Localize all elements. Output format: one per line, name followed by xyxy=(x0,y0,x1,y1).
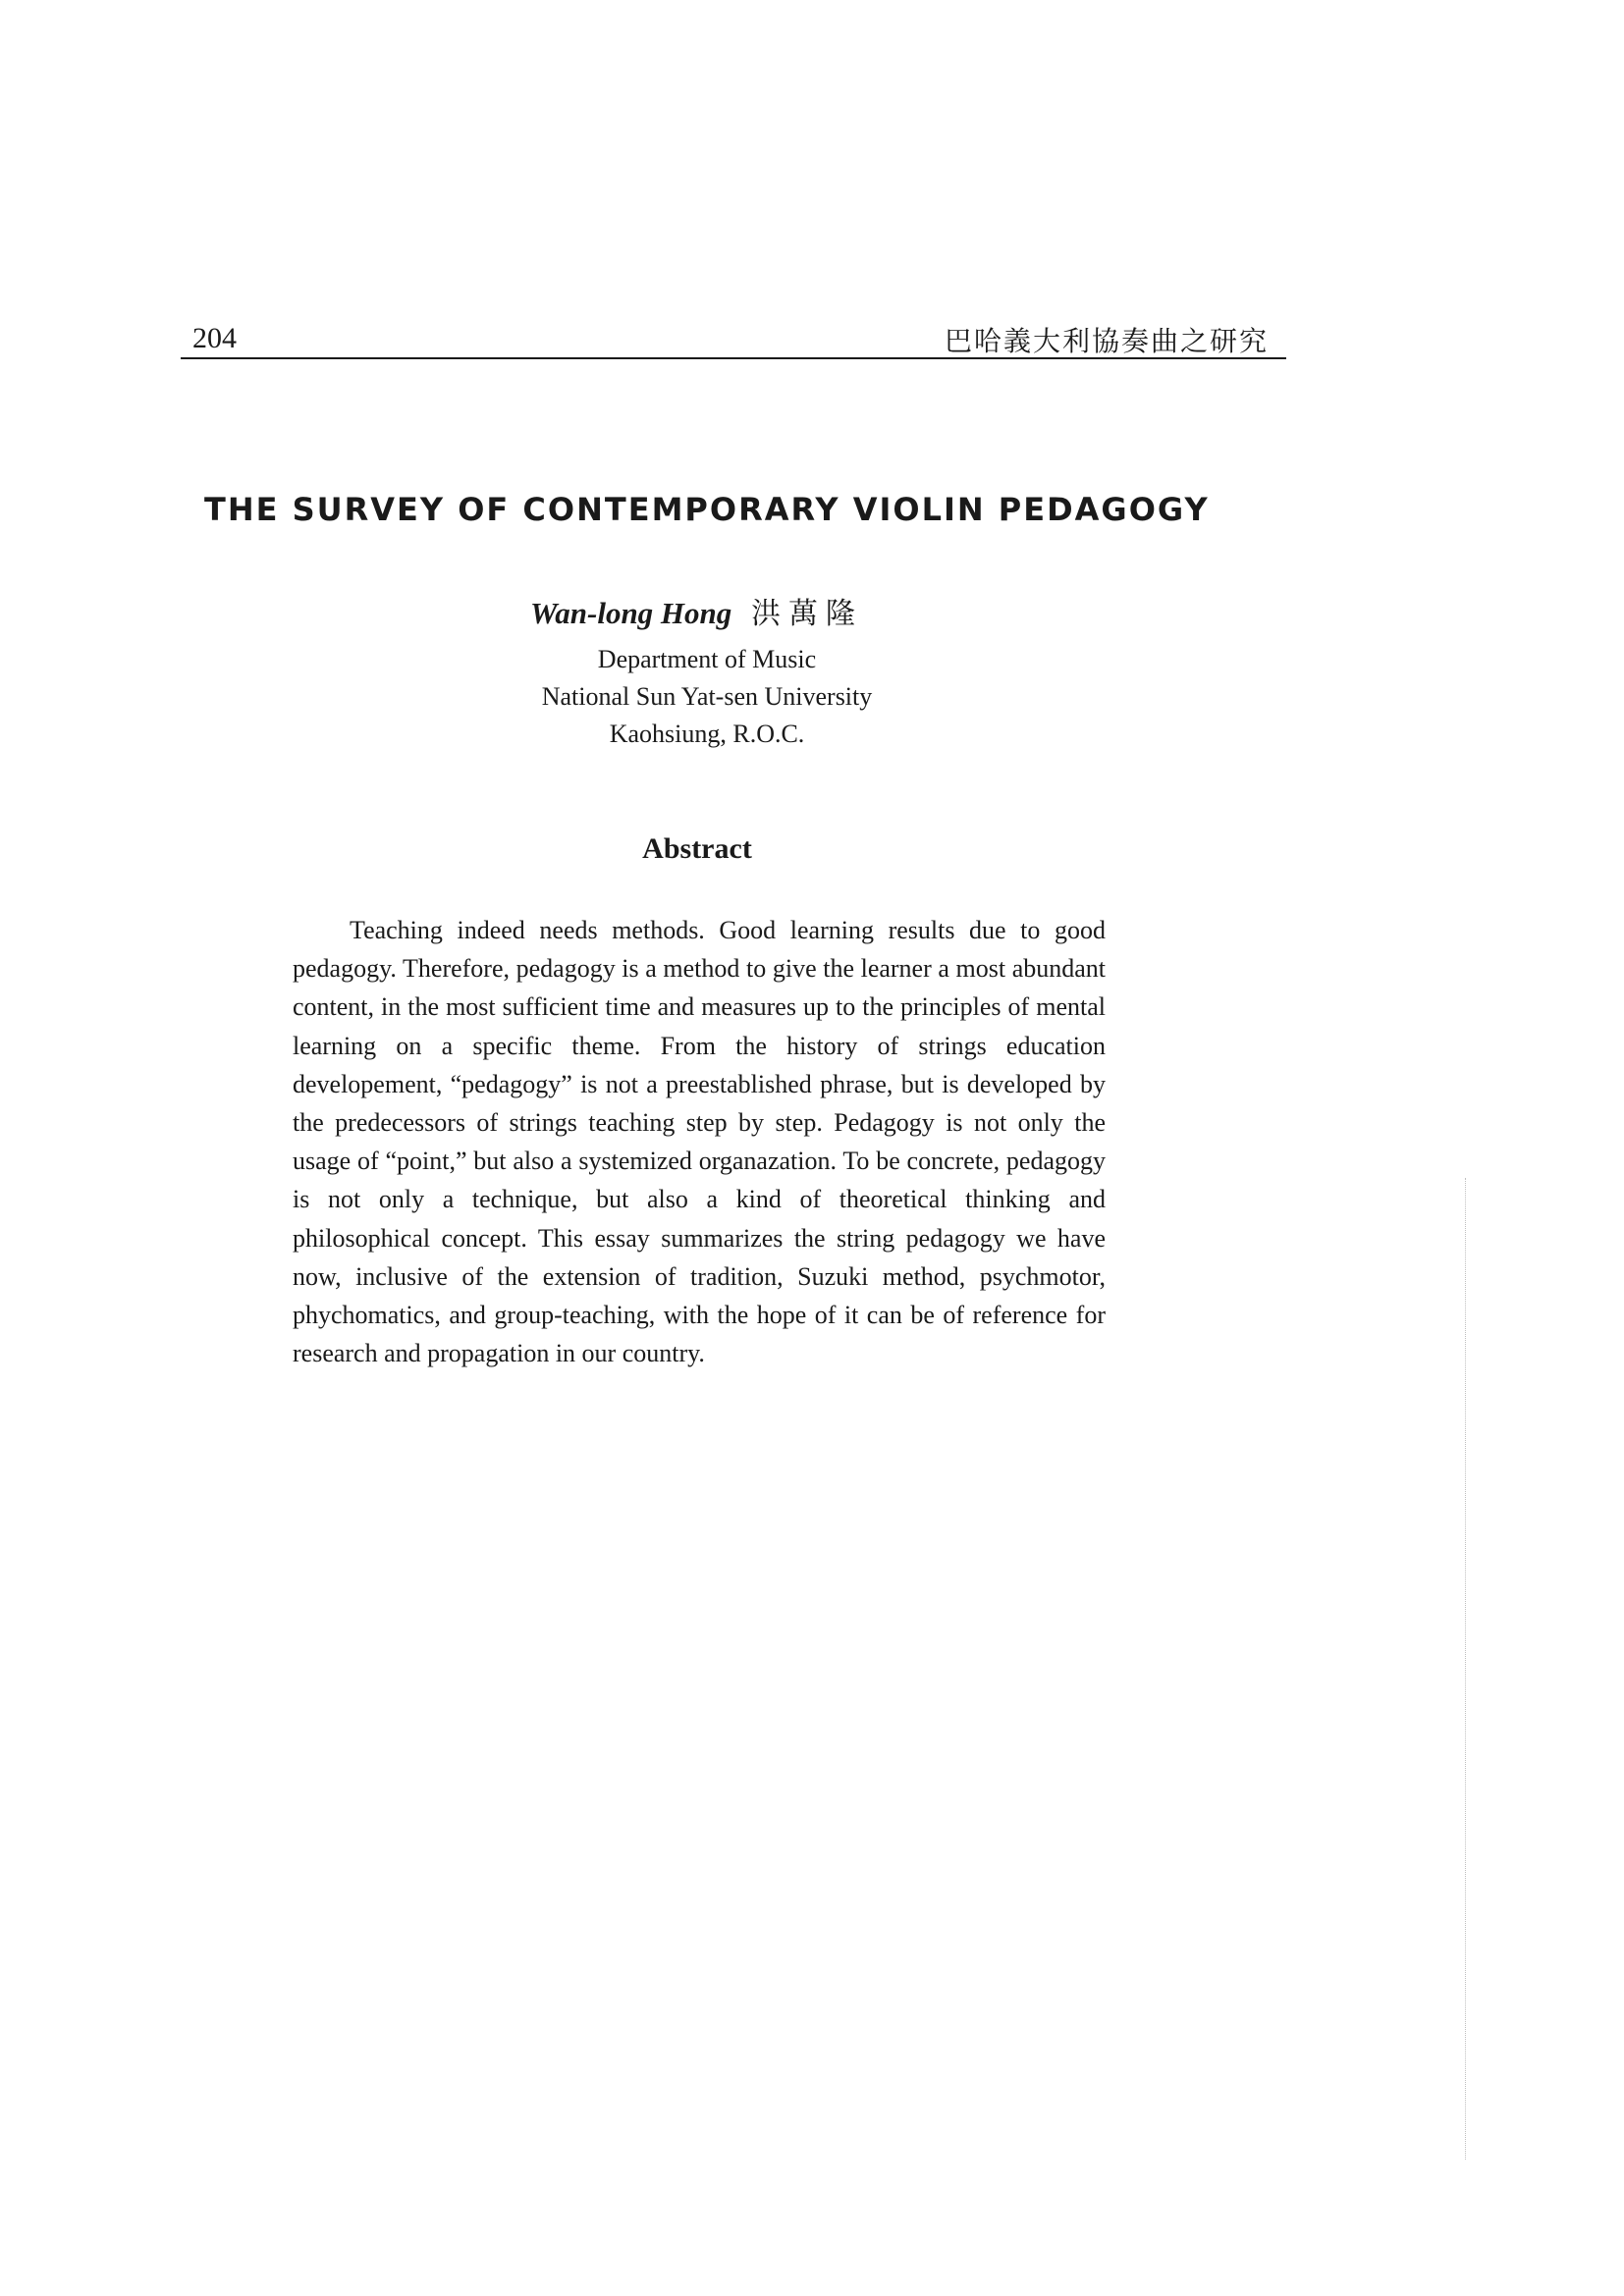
affiliation-department: Department of Music xyxy=(597,645,817,673)
author-name-cjk: 洪萬隆 xyxy=(751,597,864,631)
author-name: Wan-long Hong xyxy=(530,596,732,630)
journal-title: 巴哈義大利協奏曲之研究 xyxy=(944,325,1269,357)
paper-title: THE SURVEY OF CONTEMPORARY VIOLIN PEDAGOGY xyxy=(204,491,1210,528)
abstract-heading: Abstract xyxy=(642,832,752,865)
author-line xyxy=(530,589,863,632)
affiliation-location: Kaohsiung, R.O.C. xyxy=(609,720,805,748)
abstract-body: Teaching indeed needs methods. Good learning results due to good pedagogy. Therefore, pedagogy is a method to give the learner a most abundant content, in the most sufficient time and measures up to the principles of mental learning on a specific theme. From the history of strings education developement, “pedagogy” is not a preestablished phrase, but is developed by the predecessors of strings teaching step by step. Pedagogy is not only the usage of “point,” but also a systemized organazation. To be concrete, pedagogy is not only a technique, but also a kind of theoretical thinking and philosophical concept. This essay summarizes the string pedagogy we have now, inclusive of the extension of tradition, Suzuki method, psychmotor, phychomatics, and group-teaching, with the hope of it can be of reference for research and propagation in our country. xyxy=(293,916,1106,1368)
page-number: 204 xyxy=(192,322,237,354)
running-head xyxy=(181,312,1286,359)
affiliation-university: National Sun Yat-sen University xyxy=(541,682,873,711)
scan-margin-line xyxy=(1465,1178,1466,2160)
